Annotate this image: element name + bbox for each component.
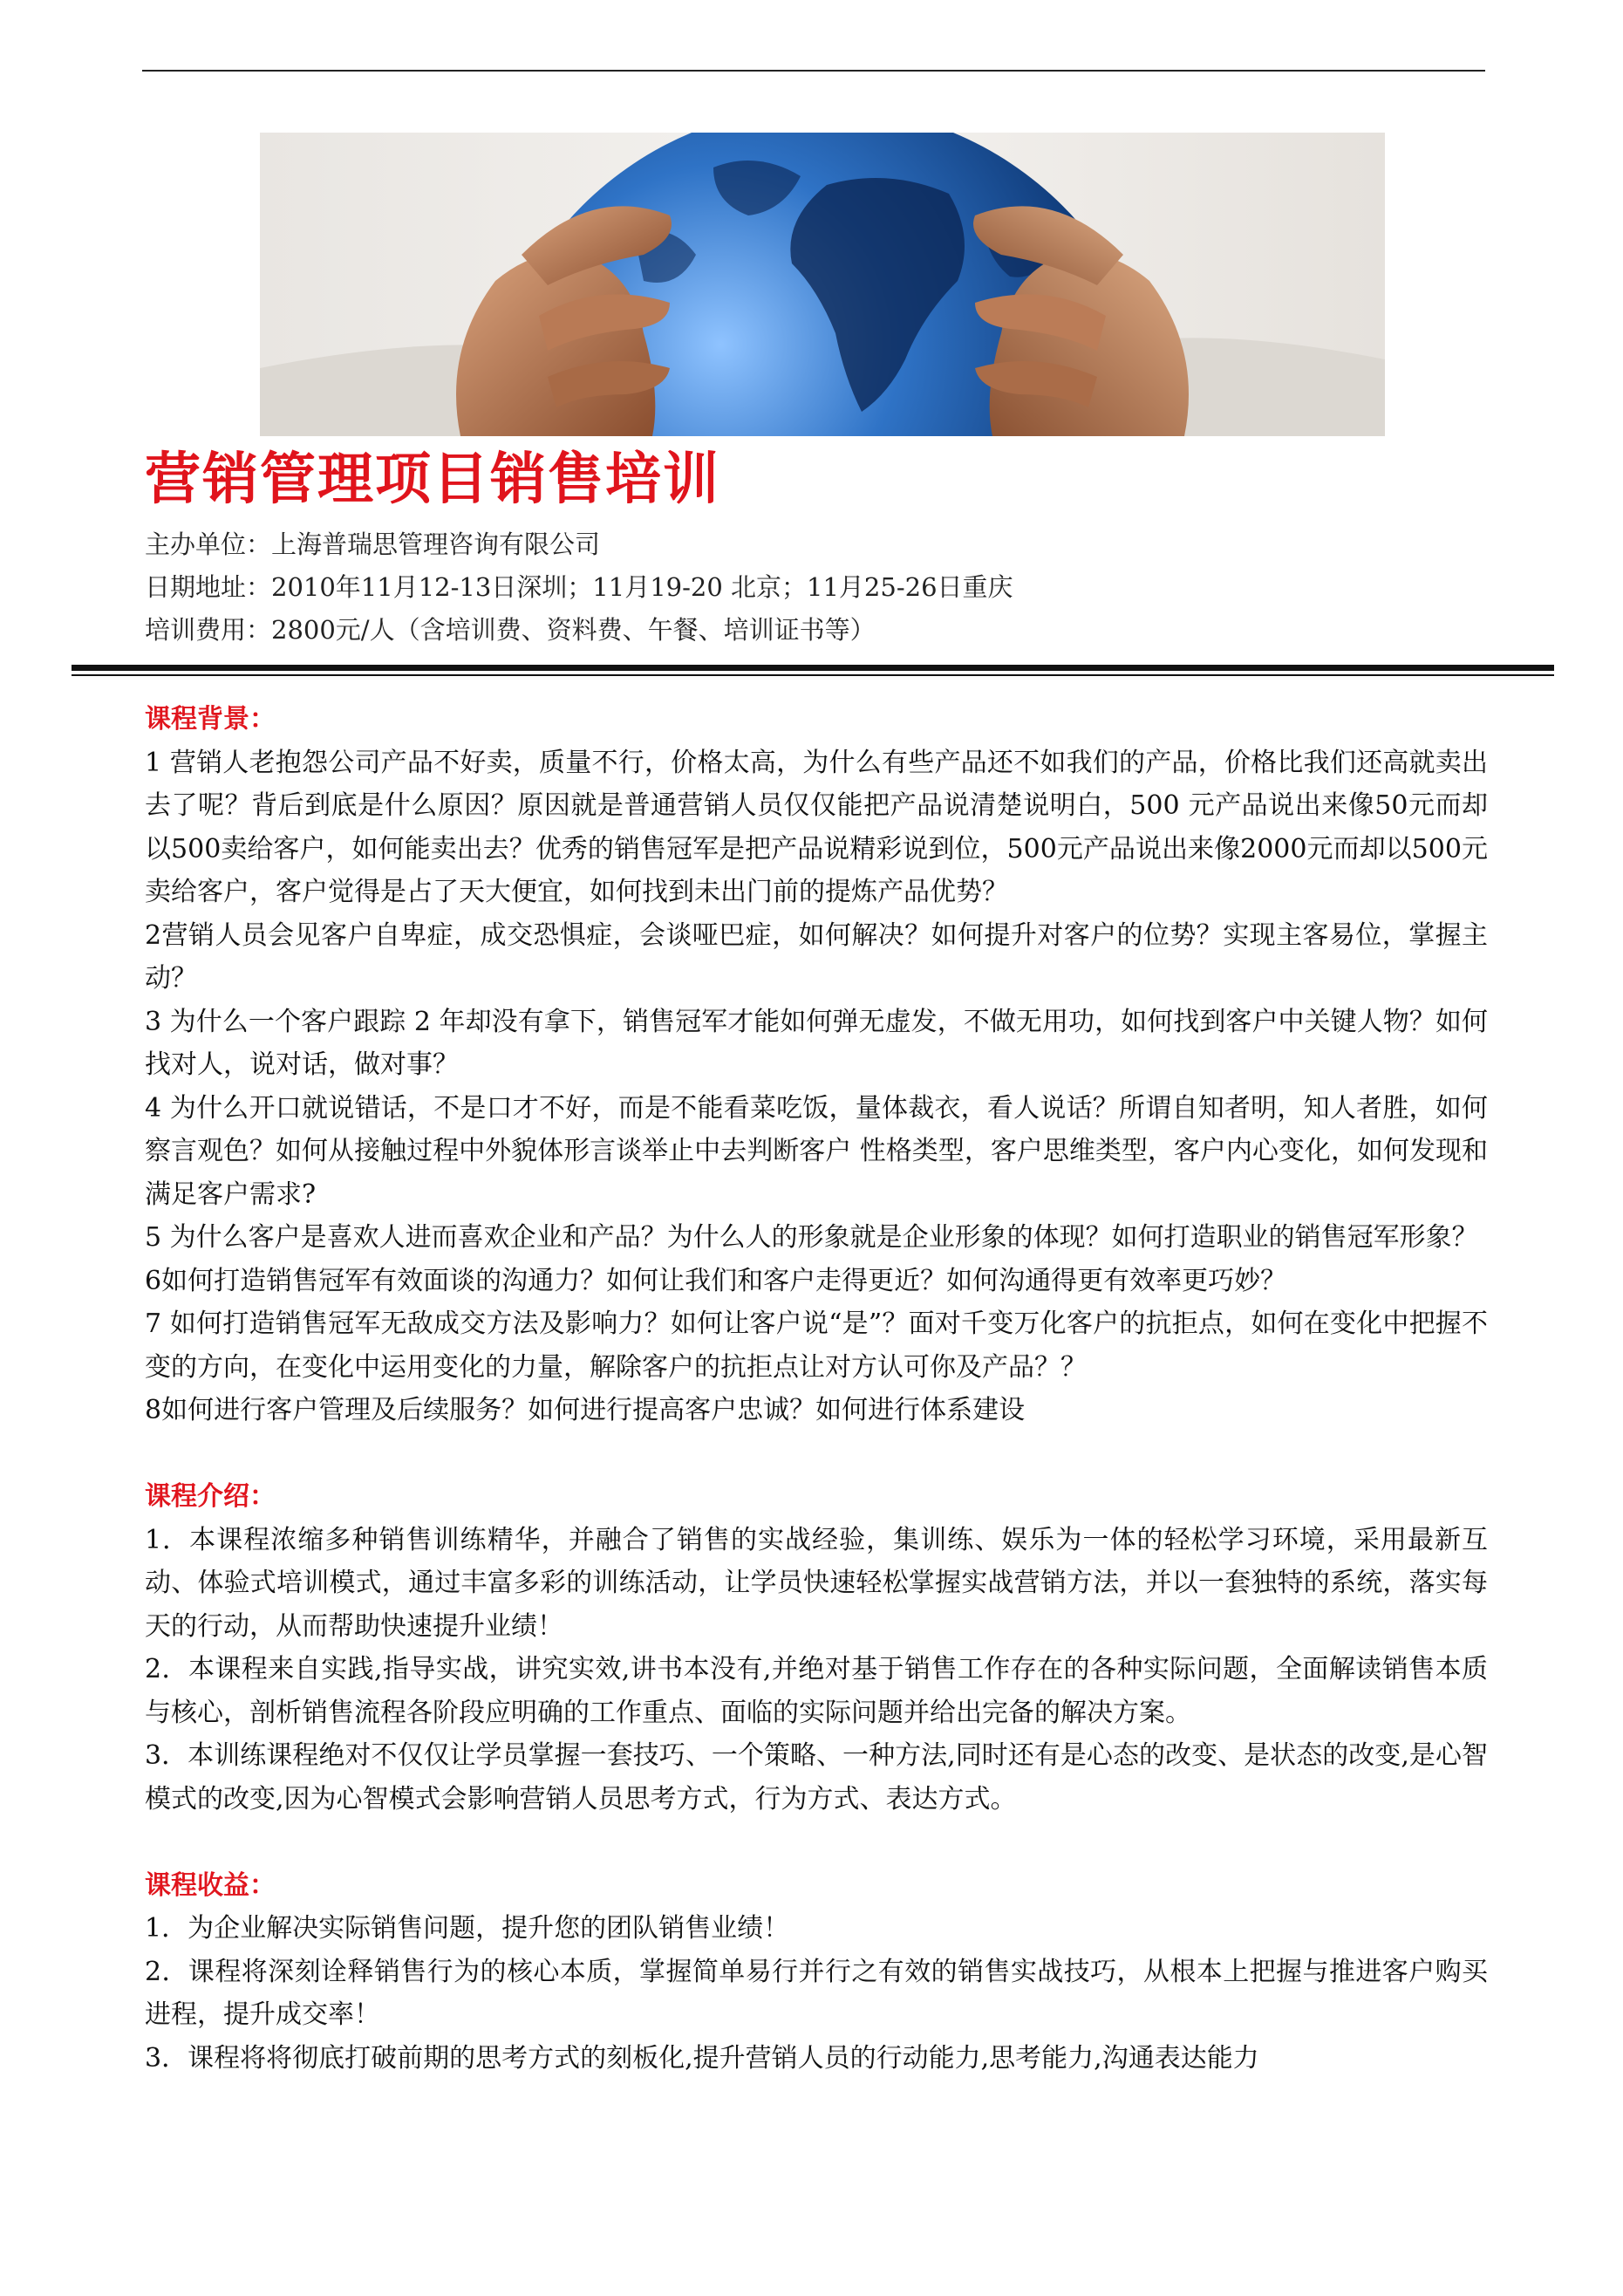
section-background bbox=[145, 698, 1488, 1432]
section-heading-introduction: 课程介绍： bbox=[145, 1481, 276, 1512]
course-content bbox=[145, 698, 1488, 2080]
section-introduction bbox=[145, 1475, 1488, 1821]
section-heading-benefits: 课程收益： bbox=[145, 1869, 276, 1901]
background-item: 3 为什么一个客户跟踪 2 年却没有拿下，销售冠军才能如何弹无虚发，不做无用功，如何找到客户中关键人物？如何找对人，说对话，做对事？ bbox=[145, 1006, 1488, 1080]
section-divider bbox=[72, 665, 1554, 676]
globe-hands-image bbox=[260, 133, 1385, 436]
introduction-item: 1．本课程浓缩多种销售训练精华，并融合了销售的实战经验，集训练、娱乐为一体的轻松学习环境，采用最新互动、体验式培训模式，通过丰富多彩的训练活动，让学员快速轻松掌握实战营销方法，并以一套独特的系统，落实每天的行动，从而帮助快速提升业绩！ bbox=[145, 1524, 1488, 1642]
globe-held-in-hands-image bbox=[260, 133, 1385, 436]
benefit-item: 2．课程将深刻诠释销售行为的核心本质，掌握简单易行并行之有效的销售实战技巧，从根本上把握与推进客户购买进程，提升成交率！ bbox=[145, 1956, 1488, 2030]
page-title: 营销管理项目销售培训 bbox=[145, 448, 720, 512]
benefit-item: 1．为企业解决实际销售问题，提升您的团队销售业绩！ bbox=[145, 1913, 790, 1944]
background-item: 1 营销人老抱怨公司产品不好卖，质量不行，价格太高，为什么有些产品还不如我们的产品，价格比我们还高就卖出去了呢？背后到底是什么原因？原因就是普通营销人员仅仅能把产品说清楚说明白，500 元产品说出来像50元而却以500卖给客户，如何能卖出去？优秀的销售冠军是把产品说精彩说到位，500元产品说出来像2000元而却以500元卖给客户，客户觉得是占了天大便宜，如何找到未出门前的提炼产品优势？ bbox=[145, 747, 1488, 907]
top-rule bbox=[142, 70, 1485, 72]
event-info bbox=[145, 523, 1013, 652]
background-item: 7 如何打造销售冠军无敌成交方法及影响力？如何让客户说“是”？面对千变万化客户的抗拒点，如何在变化中把握不变的方向，在变化中运用变化的力量，解除客户的抗拒点让对方认可你及产品？？ bbox=[145, 1309, 1488, 1383]
section-heading-background: 课程背景： bbox=[145, 704, 276, 735]
background-item: 5 为什么客户是喜欢人进而喜欢企业和产品？为什么人的形象就是企业形象的体现？如何打造职业的销售冠军形象？ bbox=[145, 1222, 1478, 1253]
background-item: 2营销人员会见客户自卑症，成交恐惧症，会谈哑巴症，如何解决？如何提升对客户的位势？实现主客易位，掌握主动？ bbox=[145, 919, 1488, 994]
introduction-item: 3．本训练课程绝对不仅仅让学员掌握一套技巧、一个策略、一种方法,同时还有是心态的改变、是状态的改变,是心智模式的改变,因为心智模式会影响营销人员思考方式，行为方式、表达方式。 bbox=[145, 1740, 1488, 1814]
organizer-line: 主办单位：上海普瑞思管理咨询有限公司 bbox=[145, 530, 601, 559]
fee-line: 培训费用：2800元/人（含培训费、资料费、午餐、培训证书等） bbox=[145, 615, 876, 645]
section-benefits bbox=[145, 1864, 1488, 2081]
background-item: 6如何打造销售冠军有效面谈的沟通力？如何让我们和客户走得更近？如何沟通得更有效率更巧妙？ bbox=[145, 1265, 1287, 1296]
benefit-item: 3．课程将将彻底打破前期的思考方式的刻板化,提升营销人员的行动能力,思考能力,沟通表达能力 bbox=[145, 2042, 1259, 2074]
introduction-item: 2．本课程来自实践,指导实战，讲究实效,讲书本没有,并绝对基于销售工作存在的各种实际问题，全面解读销售本质与核心，剖析销售流程各阶段应明确的工作重点、面临的实际问题并给出完备的解决方案。 bbox=[145, 1654, 1488, 1728]
date-location-line: 日期地址：2010年11月12-13日深圳；11月19-20 北京；11月25-26日重庆 bbox=[145, 572, 1013, 602]
background-item: 4 为什么开口就说错话，不是口才不好，而是不能看菜吃饭，量体裁衣，看人说话？所谓自知者明，知人者胜，如何察言观色？如何从接触过程中外貌体形言谈举止中去判断客户 性格类型，客户思维类型，客户内心变化，如何发现和满足客户需求? bbox=[145, 1092, 1488, 1210]
background-item: 8如何进行客户管理及后续服务？如何进行提高客户忠诚？如何进行体系建设 bbox=[145, 1395, 1026, 1425]
